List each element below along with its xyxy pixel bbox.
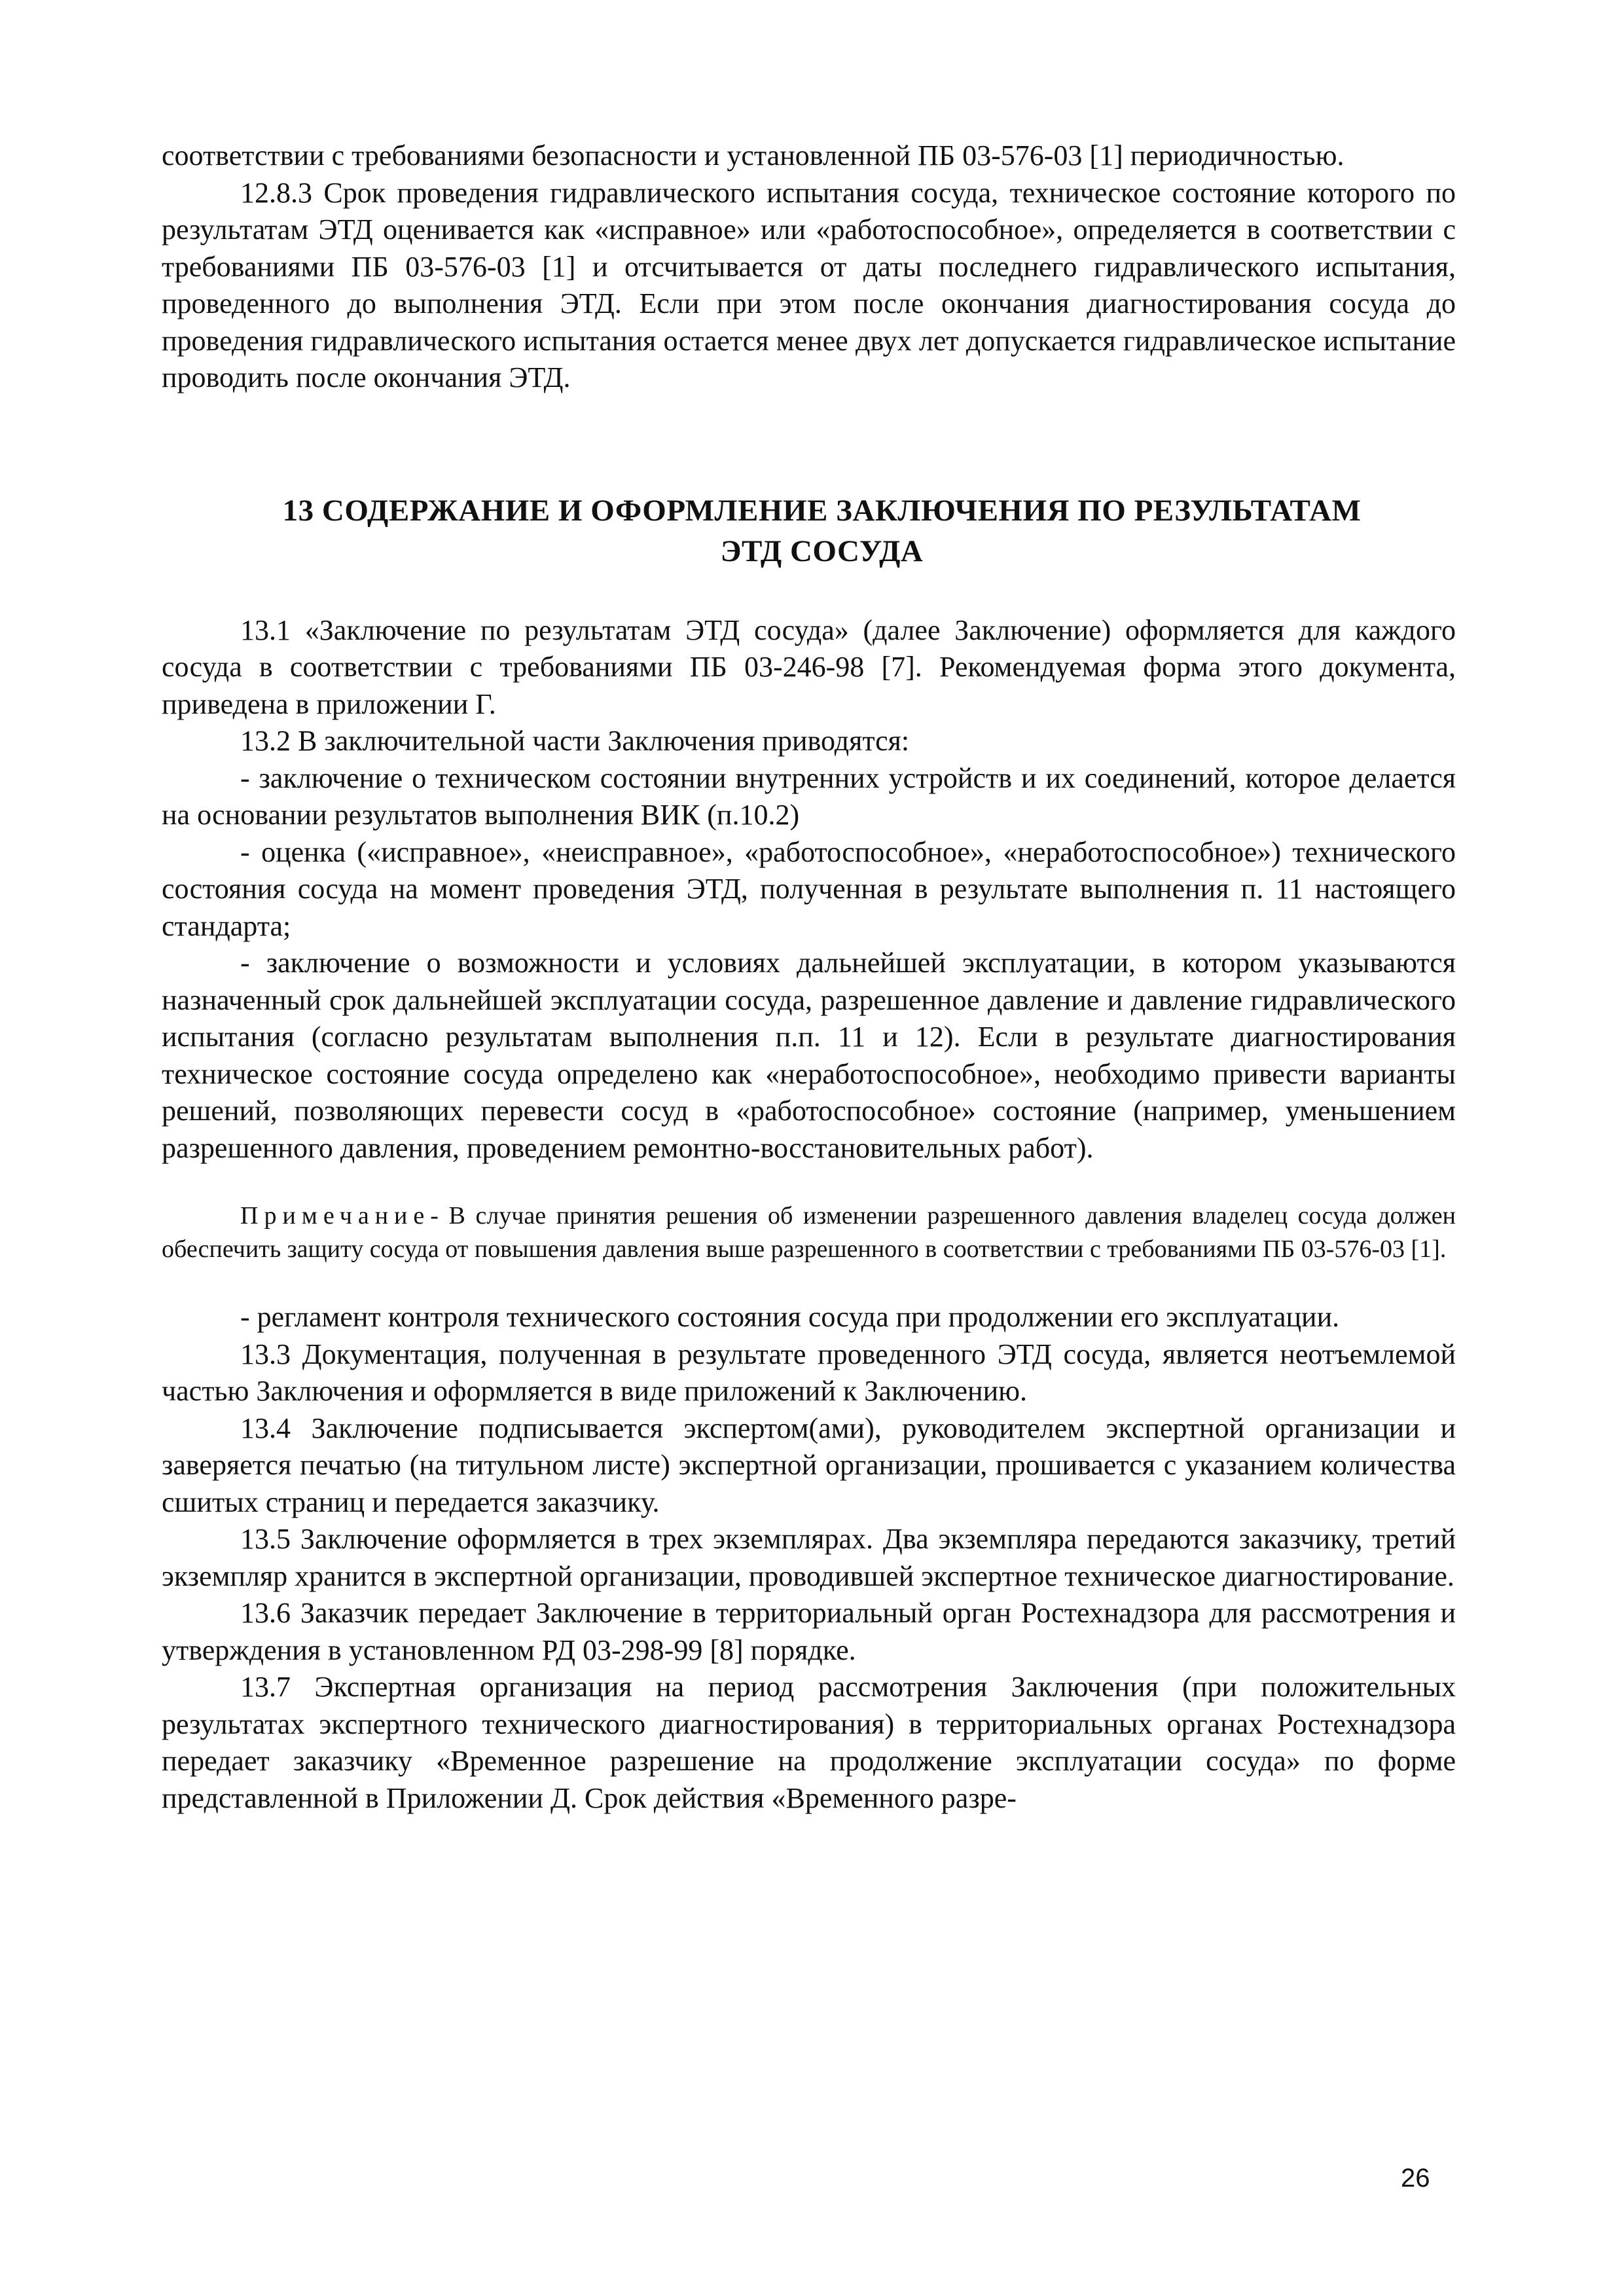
paragraph-13-3: 13.3 Документация, полученная в результате проведенного ЭТД сосуда, является неотъемлемой частью Заключения и оформляется в виде приложений к Заключению. — [162, 1338, 1456, 1407]
note-label: Примечание — [240, 1202, 431, 1230]
paragraph-12-8-3: 12.8.3 Срок проведения гидравлического испытания сосуда, техническое состояние которого по результатам ЭТД оценивается как «исправное» или «работоспособное», определяется в соответствии с требованиями ПБ 03-576-03 [1] и отсчитывается от даты последнего гидравлического испытания, проведенного до выполнения ЭТД. Если при этом после окончания диагностирования сосуда до проведения гидравлического испытания остается менее двух лет допускается гидравлическое испытание проводить после окончания ЭТД. — [162, 176, 1456, 393]
section-heading-line-1: 13 СОДЕРЖАНИЕ И ОФОРМЛЕНИЕ ЗАКЛЮЧЕНИЯ ПО РЕЗУЛЬТАТАМ — [282, 493, 1362, 528]
paragraph-13-1: 13.1 «Заключение по результатам ЭТД сосуда» (далее Заключение) оформляется для каждого сосуда в соответствии с требованиями ПБ 03-246-98 [7]. Рекомендуемая форма этого документа, приведена в приложении Г. — [162, 613, 1456, 720]
spacer — [162, 1167, 1456, 1199]
note-text: - В случае принятия решения об изменении разрешенного давления владелец сосуда должен обеспечить защиту сосуда от повышения давления выше разрешенного в соответствии с требованиями ПБ 03-576-03 [1]. — [162, 1202, 1456, 1263]
list-item-control-regulation: - регламент контроля технического состояния сосуда при продолжении его эксплуатации. — [240, 1301, 1340, 1333]
list-item-technical-assessment: - оценка («исправное», «неисправное», «работоспособное», «неработоспособное») технического состояния сосуда на момент проведения ЭТД, полученная в результате выполнения п. 11 настоящего стандарта; — [162, 835, 1456, 942]
list-item-internal-devices: - заключение о техническом состоянии внутренних устройств и их соединений, которое делается на основании результатов выполнения ВИК (п.10.2) — [162, 761, 1456, 831]
section-heading-line-2: ЭТД СОСУДА — [720, 534, 924, 568]
list-item-further-operation: - заключение о возможности и условиях дальнейшей эксплуатации, в котором указываются назначенный срок дальнейшей эксплуатации сосуда, разрешенное давление и давление гидравлического испытания (согласно результатам выполнения п.п. 11 и 12). Если в результате диагностирования техническое состояние сосуда определено как «неработоспособное», необходимо привести варианты решений, позволяющих перевести сосуд в «работоспособное» состояние (например, уменьшением разрешенного давления, проведением ремонтно-восстановительных работ). — [162, 947, 1456, 1164]
note — [162, 1199, 1456, 1266]
paragraph-13-4: 13.4 Заключение подписывается экспертом(ами), руководителем экспертной организации и заверяется печатью (на титульном листе) экспертной организации, прошивается с указанием количества сшитых страниц и передается заказчику. — [162, 1412, 1456, 1518]
paragraph-continuation: соответствии с требованиями безопасности и установленной ПБ 03-576-03 [1] периодичностью. — [162, 139, 1344, 172]
page-number: 26 — [1401, 2164, 1430, 2193]
paragraph-13-6: 13.6 Заказчик передает Заключение в территориальный орган Ростехнадзора для рассмотрения и утверждения в установленном РД 03-298-99 [8] порядке. — [162, 1597, 1456, 1666]
spacer — [162, 1266, 1456, 1299]
spacer — [162, 397, 1456, 490]
spacer — [162, 572, 1456, 612]
paragraph-13-2: 13.2 В заключительной части Заключения приводятся: — [240, 725, 910, 757]
paragraph-13-5: 13.5 Заключение оформляется в трех экземплярах. Два экземпляра передаются заказчику, третий экземпляр хранится в экспертной организации, проводившей экспертное техническое диагностирование. — [162, 1523, 1456, 1592]
page-content — [162, 137, 1456, 1817]
section-heading — [162, 490, 1456, 572]
paragraph-13-7: 13.7 Экспертная организация на период рассмотрения Заключения (при положительных результатах экспертного технического диагностирования) в территориальных органах Ростехнадзора передает заказчику «Временное разрешение на продолжение эксплуатации сосуда» по форме представленной в Приложении Д. Срок действия «Временного разре- — [162, 1671, 1456, 1814]
